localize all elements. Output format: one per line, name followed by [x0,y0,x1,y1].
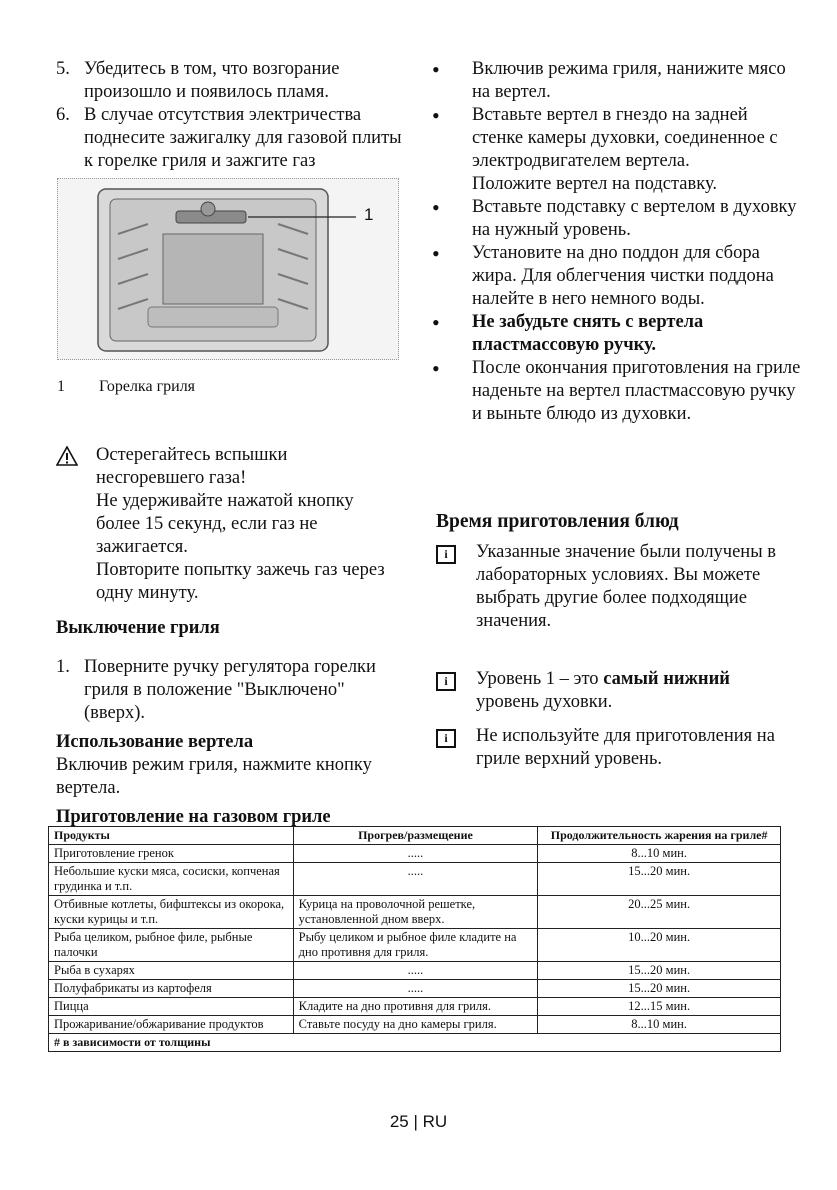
cell-duration: 20...25 мин. [538,896,781,929]
cell-product: Полуфабрикаты из картофеля [49,980,294,998]
cell-duration: 12...15 мин. [538,998,781,1016]
bullet-item [432,311,802,357]
bullet-dot: • [432,57,440,82]
bullet-item [432,242,802,311]
right-column-bullets [432,58,802,426]
oven-drawing [58,179,398,359]
bullet-item [432,104,802,196]
cell-placement: Рыбу целиком и рыбное филе кладите на дно противня для гриля. [293,929,538,962]
figure-caption [57,378,195,396]
table-row [49,962,781,980]
cell-placement: Ставьте посуду на дно камеры гриля. [293,1016,538,1034]
table-header-row [49,827,781,845]
table-row [49,980,781,998]
info-text-bold: самый нижний [603,669,730,689]
bullet-text: Установите на дно поддон для сбора жира. Для облегчения чистки поддона налейте в него немного воды. [472,243,774,309]
bullet-text: Включив режима гриля, нанижите мясо на вертел. [472,59,786,102]
table-body [49,845,781,1034]
bullet-text: После окончания приготовления на гриле наденьте на вертел пластмассовую ручку и выньте блюдо из духовки. [472,358,801,424]
cell-duration: 15...20 мин. [538,962,781,980]
cell-placement: ..... [293,962,538,980]
warning-icon [56,444,96,605]
info-icon: i [436,725,476,771]
bullet-item [432,357,802,426]
page-number: 25 | RU [389,1112,448,1131]
info-text-pre: Уровень 1 – это [476,669,604,689]
spit-heading: Использование вертела [56,732,254,752]
step-text: В случае отсутствия электричества поднесите зажигалку для газовой плиты к горелке гриля и зажгите газ [84,105,402,171]
table-row [49,1016,781,1034]
table-row [49,863,781,896]
info-text-post: уровень духовки. [476,692,613,712]
info-text: Указанные значение были получены в лабораторных условиях. Вы можете выбрать другие более подходящие значения. [476,542,777,631]
info-note-lab-values [436,541,776,633]
cell-placement: ..... [293,980,538,998]
grill-off-heading: Выключение гриля [56,618,220,638]
info-icon: i [436,541,476,633]
bullet-text: Вставьте подставку с вертелом в духовку на нужный уровень. [472,197,797,240]
bullet-dot: • [432,241,440,266]
gas-grill-table-title: Приготовление на газовом гриле [56,807,331,827]
table-row [49,998,781,1016]
bullet-text: Вставьте вертел в гнездо на задней стенке камеры духовки, соединенное с электродвигателем вертела. [472,105,778,171]
bullet-dot: • [432,195,440,220]
step-number: 5. [56,59,70,79]
oven-grill-illustration [57,178,399,360]
bullet-extra-text: Положите вертел на подставку. [472,174,717,194]
gas-grill-table [48,826,781,1052]
grill-off-step [56,656,406,725]
cell-placement: ..... [293,845,538,863]
cell-product: Пицца [49,998,294,1016]
warning-line: Повторите попытку зажечь газ через одну минуту. [96,560,385,603]
bullet-dot: • [432,103,440,128]
step-text: Поверните ручку регулятора горелки гриля в положение "Выключено" (вверх). [84,657,376,723]
cell-product: Приготовление гренок [49,845,294,863]
cell-product: Рыба целиком, рыбное филе, рыбные палочки [49,929,294,962]
step-6 [56,104,414,173]
table-footnote: # в зависимости от толщины [49,1034,781,1052]
info-note-level-1 [436,668,776,714]
info-icon: i [436,668,476,714]
warning-line: Не удерживайте нажатой кнопку более 15 секунд, если газ не зажигается. [96,491,354,557]
cell-product: Небольшие куски мяса, сосиски, копченая грудинка и т.п. [49,863,294,896]
header-products: Продукты [49,827,294,845]
warning-text [96,444,386,605]
cell-placement: Кладите на дно противня для гриля. [293,998,538,1016]
bullet-dot: • [432,356,440,381]
cell-product: Рыба в сухарях [49,962,294,980]
cell-duration: 8...10 мин. [538,1016,781,1034]
table-note-row [49,1034,781,1052]
header-preheat: Прогрев/размещение [293,827,538,845]
step-5 [56,58,414,104]
cell-product: Прожаривание/обжаривание продуктов [49,1016,294,1034]
table-row [49,845,781,863]
bullet-item [432,196,802,242]
table-row [49,896,781,929]
table-row [49,929,781,962]
spit-text: Включив режим гриля, нажмите кнопку вертела. [56,755,372,798]
left-column-steps [56,58,414,173]
bullet-dot: • [432,310,440,335]
caption-text: Горелка гриля [99,378,196,395]
bullet-item [432,58,802,104]
step-number: 1. [56,657,70,677]
gas-warning [56,444,386,605]
step-text: Убедитесь в том, что возгорание произошло и появилось пламя. [84,59,340,102]
cooking-time-heading: Время приготовления блюд [436,511,679,532]
figure-callout-number: 1 [364,205,374,224]
step-number: 6. [56,105,70,125]
cell-product: Отбивные котлеты, бифштексы из окорока, куски курицы и т.п. [49,896,294,929]
caption-number: 1 [57,378,65,395]
cell-placement: ..... [293,863,538,896]
cell-duration: 15...20 мин. [538,863,781,896]
header-duration: Продолжительность жарения на гриле# [538,827,781,845]
info-text: Не используйте для приготовления на гриле верхний уровень. [476,726,775,769]
cell-duration: 8...10 мин. [538,845,781,863]
bullet-text: Не забудьте снять с вертела пластмассовую ручку. [472,312,704,355]
cell-duration: 15...20 мин. [538,980,781,998]
info-note-top-level [436,725,776,771]
warning-line: Остерегайтесь вспышки несгоревшего газа! [96,445,288,488]
cell-placement: Курица на проволочной решетке, установленной дном вверх. [293,896,538,929]
cell-duration: 10...20 мин. [538,929,781,962]
